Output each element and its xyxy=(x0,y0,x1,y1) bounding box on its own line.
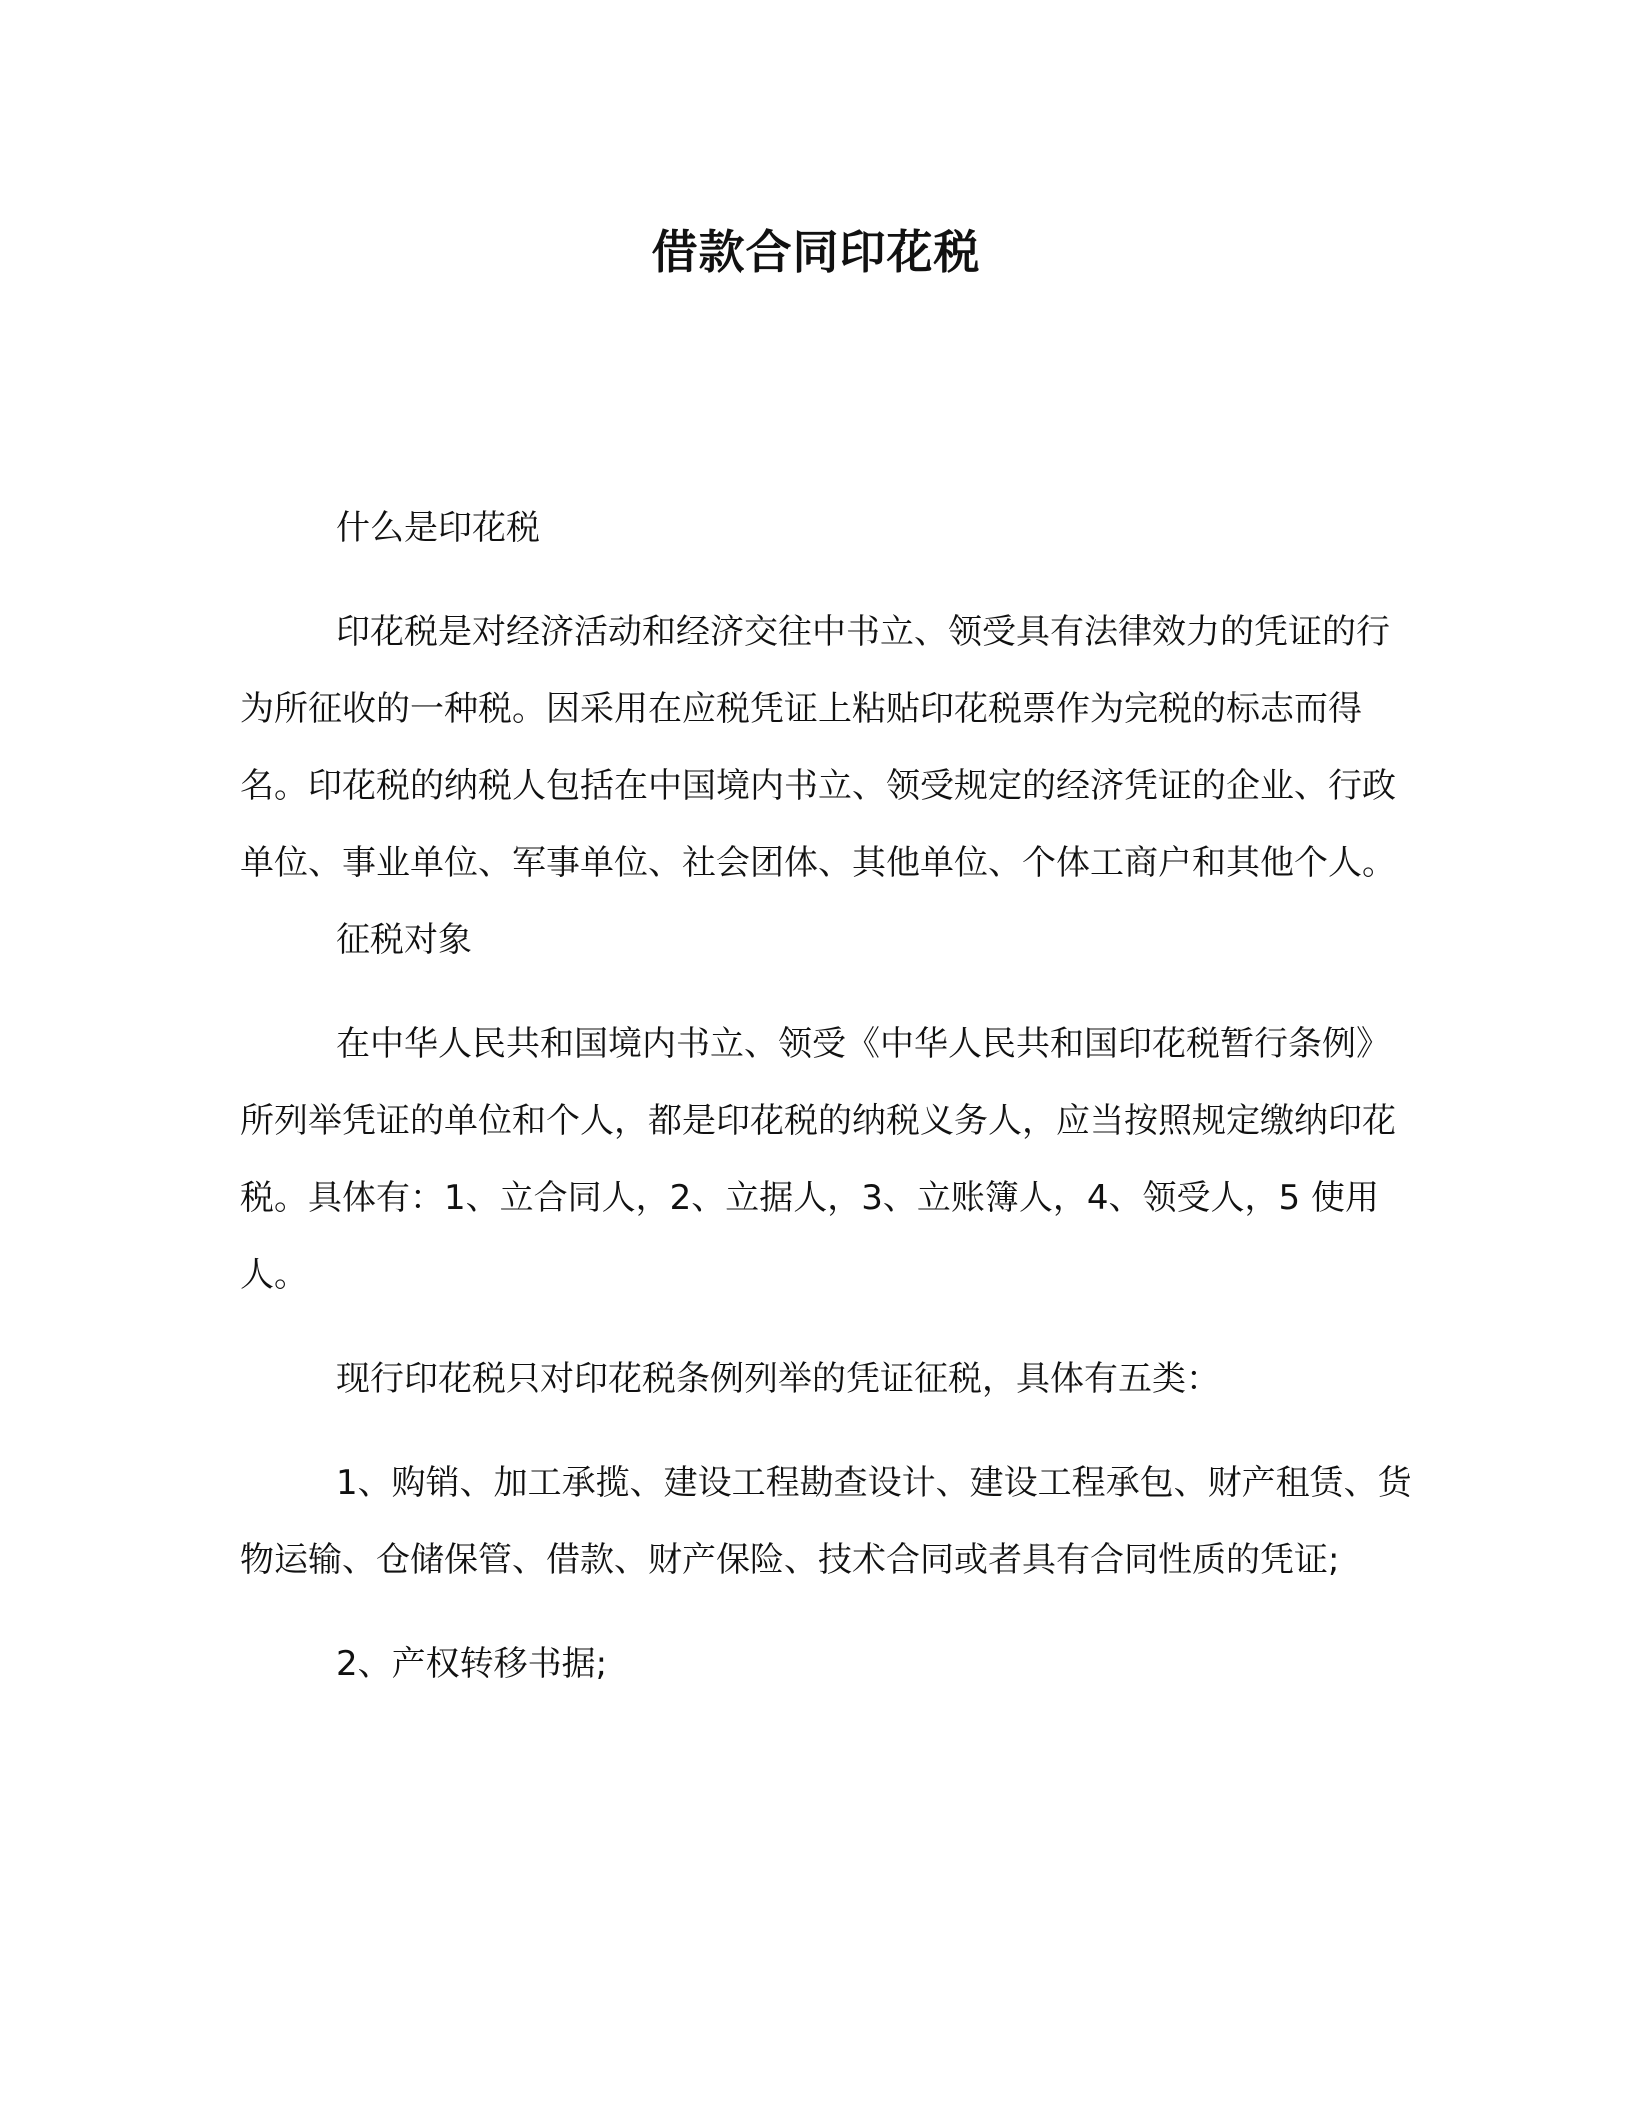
paragraph-taxpayers: 在中华人民共和国境内书立、领受《中华人民共和国印花税暂行条例》所列举凭证的单位和个人，都是印花税的纳税义务人，应当按照规定缴纳印花税。具体有：1、立合同人，2、立据人，3、立账簿人，4、领受人，5 使用人。 xyxy=(240,1024,1396,1295)
section-heading-what-is-stamp-tax: 什么是印花税 xyxy=(336,508,540,548)
section-heading-tax-object: 征税对象 xyxy=(336,920,472,960)
document-title: 借款合同印花税 xyxy=(651,225,981,279)
paragraph-five-categories: 现行印花税只对印花税条例列举的凭证征税，具体有五类： xyxy=(336,1359,1220,1399)
document-body xyxy=(240,490,1420,1703)
list-item-1: 1、购销、加工承揽、建设工程勘查设计、建设工程承包、财产租赁、货物运输、仓储保管、借款、财产保险、技术合同或者具有合同性质的凭证; xyxy=(240,1463,1412,1580)
list-item-2: 2、产权转移书据; xyxy=(336,1644,608,1684)
paragraph-definition: 印花税是对经济活动和经济交往中书立、领受具有法律效力的凭证的行为所征收的一种税。因采用在应税凭证上粘贴印花税票作为完税的标志而得名。印花税的纳税人包括在中国境内书立、领受规定的经济凭证的企业、行政单位、事业单位、军事单位、社会团体、其他单位、个体工商户和其他个人。 xyxy=(240,612,1396,883)
